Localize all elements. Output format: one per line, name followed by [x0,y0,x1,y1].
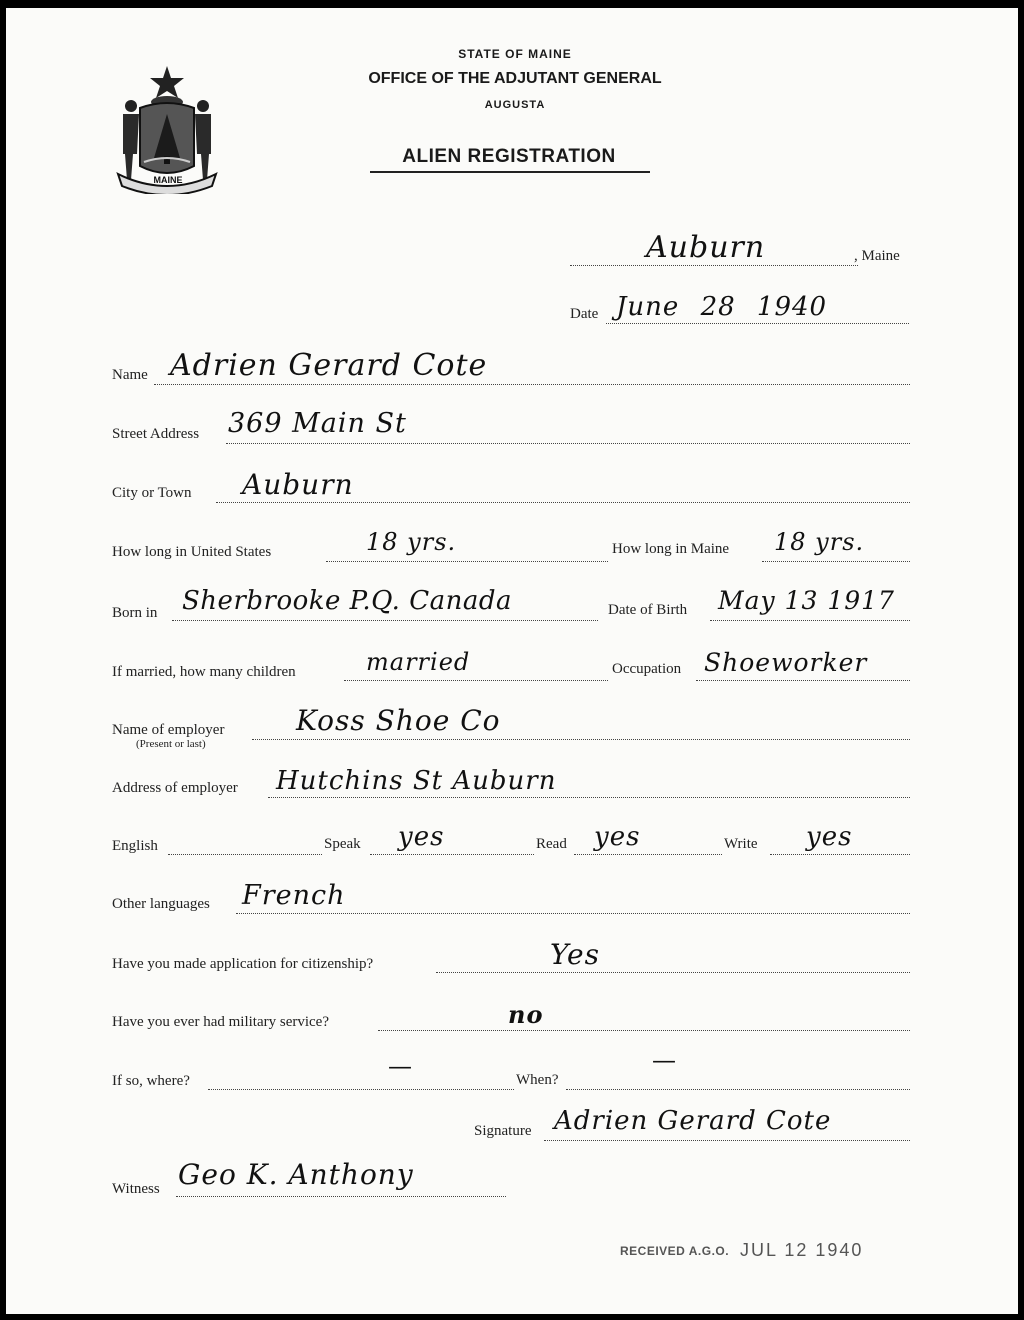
maine-time-value: 18 yrs. [774,528,865,556]
other-languages-label: Other languages [112,896,210,912]
married-label: If married, how many children [112,664,296,680]
signature-label: Signature [474,1123,532,1139]
maine-time-line [762,561,910,562]
dob-label: Date of Birth [608,602,688,618]
born-label: Born in [112,605,158,621]
employer-line [252,739,910,740]
dob-line [710,620,910,621]
employer-sublabel: (Present or last) [136,738,206,750]
name-line [154,384,910,385]
witness-line [176,1196,506,1197]
speak-label: Speak [324,836,361,852]
city-line [216,502,910,503]
english-label: English [112,838,158,854]
born-value: Sherbrooke P.Q. Canada [182,586,512,616]
city-header: AUGUSTA [484,99,546,111]
english-line [168,854,322,855]
when-line [566,1089,910,1090]
town-value: Auburn [646,230,766,265]
office-header: OFFICE OF THE ADJUTANT GENERAL [368,70,662,87]
employer-value: Koss Shoe Co [296,704,501,737]
street-label: Street Address [112,426,200,442]
employer-address-line [268,797,910,798]
state-header: STATE OF MAINE [458,47,572,61]
occupation-value: Shoeworker [704,648,868,677]
citizenship-line [436,972,910,973]
form-title: ALIEN REGISTRATION [402,146,616,167]
employer-address-value: Hutchins St Auburn [276,766,557,796]
when-label: When? [516,1072,559,1088]
us-line [326,561,608,562]
date-value: June 28 1940 [616,292,828,322]
maine-label: , Maine [854,248,900,264]
seal-banner-text: MAINE [153,175,183,185]
employer-label: Name of employer [112,722,225,738]
received-stamp-date: JUL 12 1940 [740,1240,864,1260]
when-value: — [652,1046,677,1074]
employer-address-label: Address of employer [112,780,238,796]
date-line [606,323,909,324]
born-line [172,620,598,621]
us-value: 18 yrs. [366,528,457,556]
read-line [574,854,722,855]
occupation-line [696,680,910,681]
received-stamp-label: RECEIVED A.G.O. [620,1244,730,1258]
citizenship-value: Yes [550,938,600,971]
military-line [378,1030,910,1031]
where-label: If so, where? [112,1073,190,1089]
other-languages-value: French [242,880,346,911]
other-languages-line [236,913,910,914]
maine-time-label: How long in Maine [612,541,730,557]
read-value: yes [594,822,641,852]
city-value: Auburn [242,468,354,501]
name-value: Adrien Gerard Cote [170,348,488,383]
military-label: Have you ever had military service? [112,1014,329,1030]
maine-state-seal [110,62,224,194]
married-line [344,680,608,681]
citizenship-label: Have you made application for citizenship? [112,956,374,972]
town-line [570,265,858,266]
witness-label: Witness [112,1181,160,1197]
write-value: yes [806,822,853,852]
read-label: Read [536,836,567,852]
speak-line [370,854,534,855]
speak-value: yes [398,822,445,852]
military-value: no [508,1000,544,1029]
where-value: — [388,1052,413,1080]
witness-value: Geo K. Anthony [178,1158,414,1191]
title-underline [370,171,650,173]
us-label: How long in United States [112,544,272,560]
street-value: 369 Main St [228,408,407,439]
date-label: Date [570,306,599,322]
alien-registration-form [6,8,1018,1314]
occupation-label: Occupation [612,661,682,677]
write-line [770,854,910,855]
name-label: Name [112,367,148,383]
signature-value: Adrien Gerard Cote [554,1106,832,1136]
write-label: Write [724,836,758,852]
dob-value: May 13 1917 [718,586,895,615]
street-line [226,443,910,444]
married-value: married [366,648,471,676]
signature-line [544,1140,910,1141]
city-label: City or Town [112,485,192,501]
where-line [208,1089,514,1090]
